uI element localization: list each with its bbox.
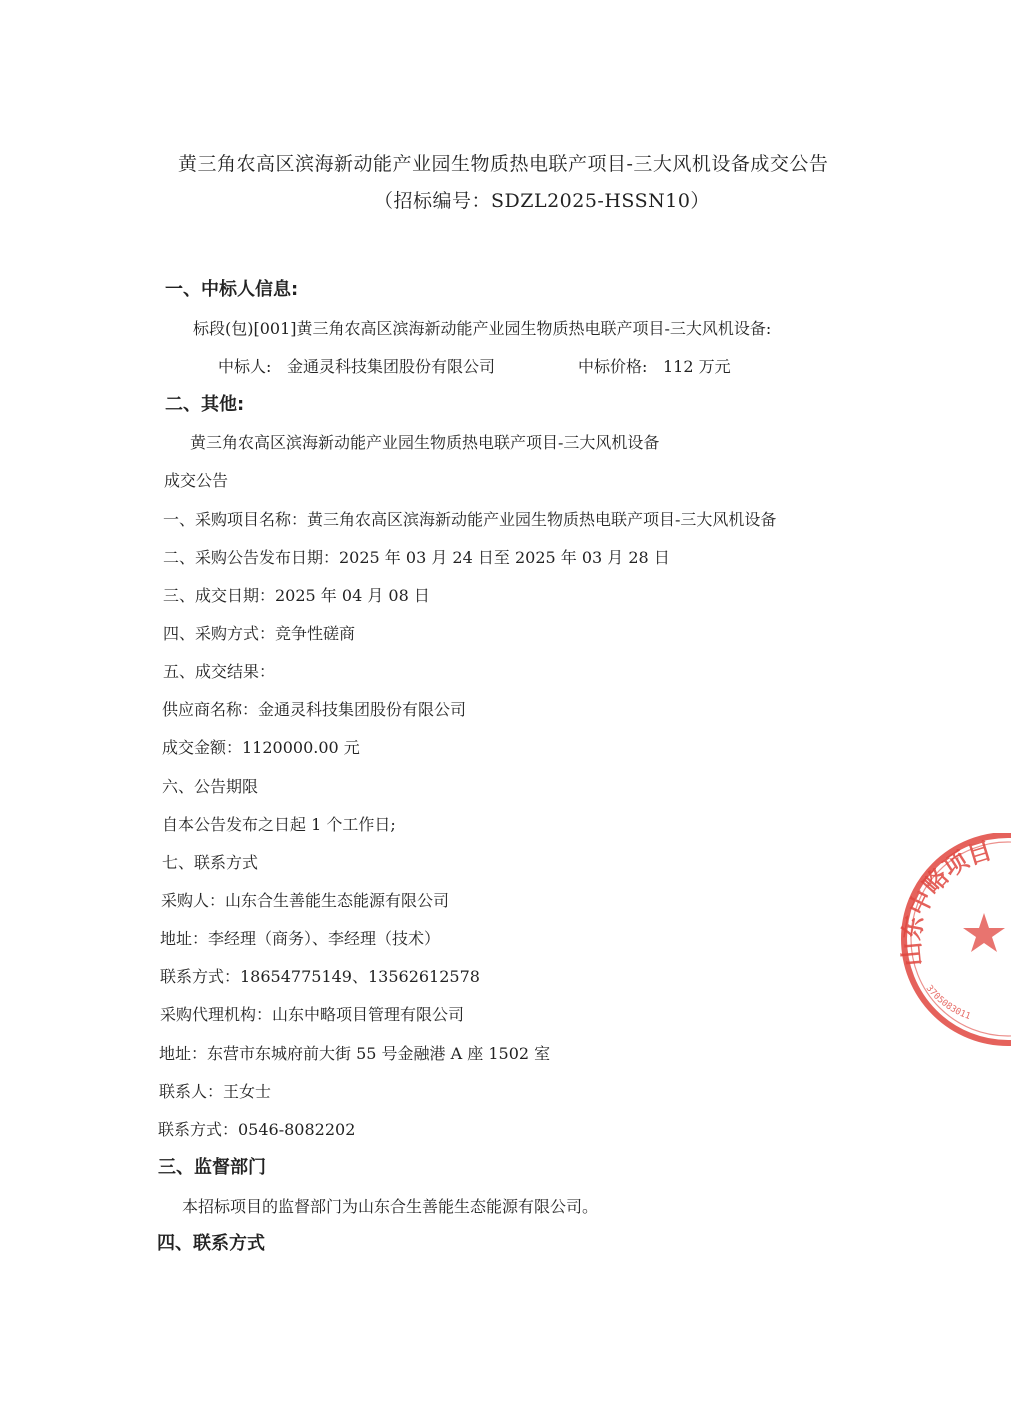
item-agency-contact: 联系人：王女士: [159, 1082, 272, 1101]
section-heading-other: 二、其他:: [165, 394, 245, 415]
item-period: 六、公告期限: [162, 777, 259, 796]
item-agency-address: 地址：东营市东城府前大街 55 号金融港 A 座 1502 室: [159, 1044, 551, 1063]
price-value: 112 万元: [663, 357, 731, 376]
item-deal-date: 三、成交日期：2025 年 04 月 08 日: [163, 586, 430, 605]
item-agency: 采购代理机构：山东中略项目管理有限公司: [160, 1005, 465, 1024]
other-intro-line1: 黄三角农高区滨海新动能产业园生物质热电联产项目-三大风机设备: [190, 433, 660, 452]
official-seal: [886, 833, 1011, 1053]
lot-line: 标段(包)[001]黄三角农高区滨海新动能产业园生物质热电联产项目-三大风机设备:: [193, 319, 772, 338]
item-agency-phone: 联系方式：0546-8082202: [158, 1120, 356, 1139]
price-label: 中标价格:: [578, 357, 648, 376]
item-result: 五、成交结果：: [163, 662, 276, 681]
seal-text: 山东中略项目: [897, 836, 996, 968]
item-project-name: 一、采购项目名称：黄三角农高区滨海新动能产业园生物质热电联产项目-三大风机设备: [163, 510, 777, 529]
item-purchaser-phone: 联系方式：18654775149、13562612578: [160, 967, 480, 986]
item-purchaser: 采购人：山东合生善能生态能源有限公司: [161, 891, 450, 910]
tender-number: （招标编号：SDZL2025-HSSN10）: [374, 190, 710, 212]
item-amount: 成交金额：1120000.00 元: [162, 738, 360, 757]
other-intro-line2: 成交公告: [164, 471, 229, 490]
item-contact: 七、联系方式: [162, 853, 259, 872]
item-supplier: 供应商名称：金通灵科技集团股份有限公司: [162, 700, 467, 719]
winner-name: 金通灵科技集团股份有限公司: [287, 357, 496, 376]
section-heading-contact: 四、联系方式: [157, 1233, 265, 1254]
item-method: 四、采购方式：竞争性磋商: [163, 624, 356, 643]
seal-star-icon: [963, 913, 1005, 952]
winner-label: 中标人:: [218, 357, 272, 376]
section-heading-supervision: 三、监督部门: [158, 1157, 266, 1178]
item-publish-date: 二、采购公告发布日期：2025 年 03 月 24 日至 2025 年 03 月 28 日: [163, 548, 670, 567]
seal-code: 3705083011: [923, 983, 972, 1023]
supervision-body: 本招标项目的监督部门为山东合生善能生态能源有限公司。: [182, 1197, 599, 1216]
document-title: 黄三角农高区滨海新动能产业园生物质热电联产项目-三大风机设备成交公告: [178, 153, 829, 175]
item-purchaser-address: 地址：李经理（商务）、李经理（技术）: [160, 929, 441, 948]
section-heading-winner: 一、中标人信息:: [165, 279, 299, 300]
seal-graphic: [886, 833, 1011, 1053]
item-period-detail: 自本公告发布之日起 1 个工作日;: [162, 815, 396, 834]
